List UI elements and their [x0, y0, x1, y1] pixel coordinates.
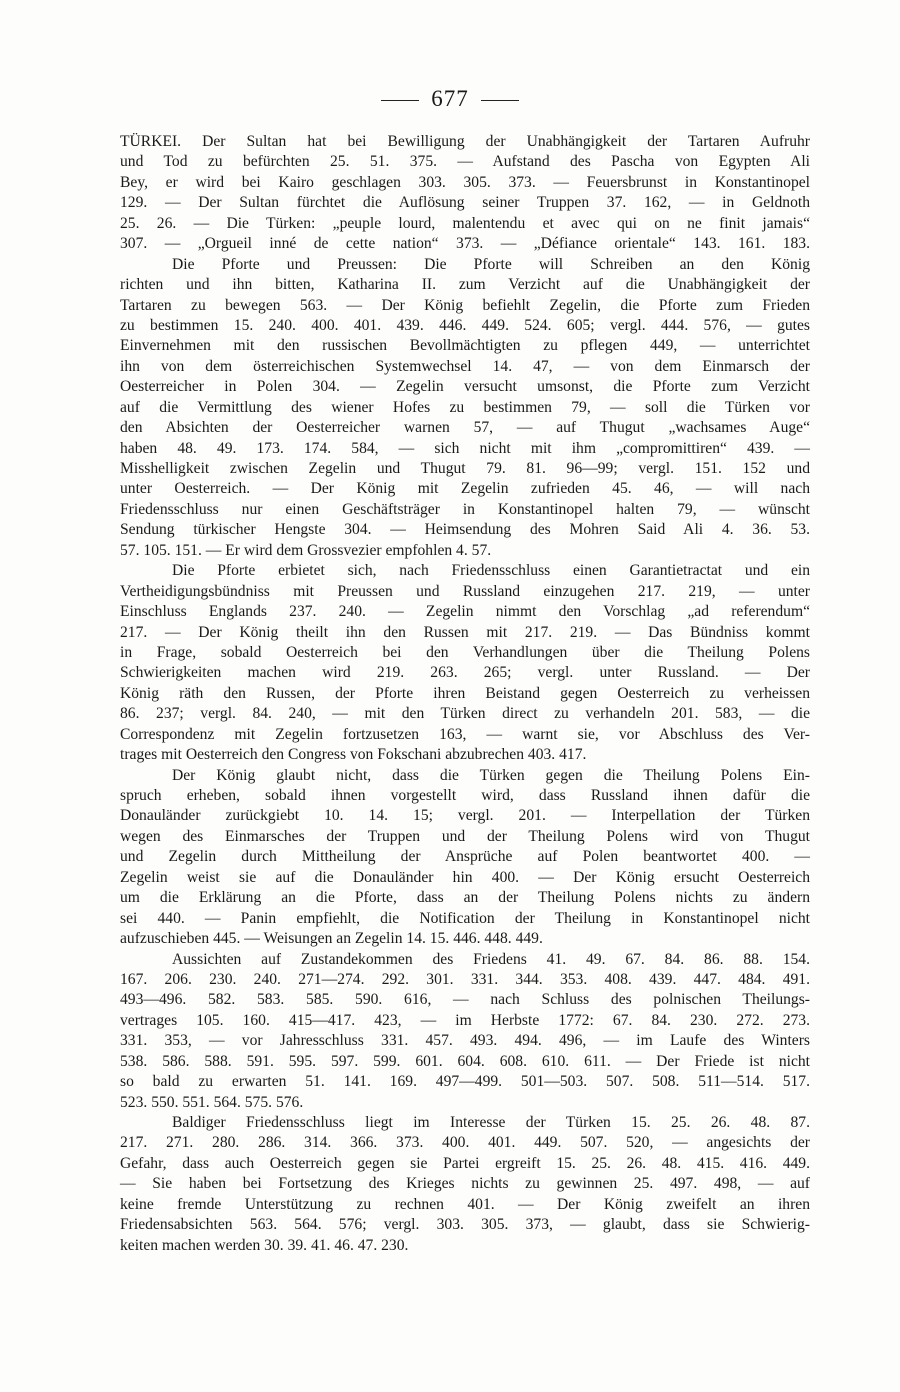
text-line: auf die Vermittlung des wiener Hofes zu bestimmen 79, — soll die Türken vor [120, 398, 810, 416]
text-line: Der König glaubt nicht, dass die Türken gegen die Theilung Polens Ein- [172, 766, 810, 784]
text-line: 523. 550. 551. 564. 575. 576. [120, 1093, 304, 1111]
text-line: Die Pforte und Preussen: Die Pforte will Schreiben an den König [172, 255, 810, 273]
text-line: spruch erheben, sobald ihnen vorgestellt wird, dass Russland ihnen dafür die [120, 787, 810, 804]
text-line: 129. — Der Sultan fürchtet die Auflösung seiner Truppen 37. 162, — in Geldnoth [120, 194, 810, 212]
text-line: sei 440. — Panin empfiehlt, die Notification der Theilung in Konstantinopel nicht [120, 909, 810, 927]
text-line: Sendung türkischer Hengste 304. — Heimsendung des Mohren Said Ali 4. 36. 53. [120, 521, 810, 539]
text-line: Friedensschluss nur einen Geschäftsträger in Konstantinopel halten 79, — wünscht [120, 500, 810, 518]
text-line: trages mit Oesterreich den Congress von Fokschani abzubrechen 403. 417. [120, 746, 587, 764]
text-line: haben 48. 49. 173. 174. 584, — sich nicht mit ihm „compromittiren“ 439. — [120, 439, 810, 457]
text-line: um die Erklärung an die Pforte, dass an der Theilung Polens nichts zu ändern [120, 889, 810, 907]
text-line: keiten machen werden 30. 39. 41. 46. 47. 230. [120, 1236, 409, 1254]
text-line: — Sie haben bei Fortsetzung des Krieges nichts zu gewinnen 25. 497. 498, — auf [120, 1175, 810, 1193]
text-line: den Absichten der Oesterreicher warnen 57, — auf Thugut „wachsames Auge“ [120, 419, 810, 437]
text-line: 25. 26. — Die Türken: „peuple lourd, malentendu et avec qui on ne finit jamais“ [120, 214, 810, 232]
page-number [0, 86, 900, 112]
text-line: Aussichten auf Zustandekommen des Friedens 41. 49. 67. 84. 86. 88. 154. [172, 950, 810, 968]
text-line: 331. 353, — vor Jahresschluss 331. 457. 493. 494. 496, — im Laufe des Winters [120, 1032, 810, 1050]
dash-right [481, 100, 519, 101]
text-line: 86. 237; vergl. 84. 240, — mit den Türken direct zu verhandeln 201. 583, — die [120, 705, 810, 723]
text-line: Oesterreicher in Polen 304. — Zegelin versucht umsonst, die Pforte zum Verzicht [120, 378, 810, 396]
text-line: Vertheidigungsbündniss mit Preussen und Russland einzugehen 217. 219, — unter [120, 582, 810, 600]
text-line: und Zegelin durch Mittheilung der Ansprüche auf Polen beantwortet 400. — [120, 848, 810, 866]
text-line: Zegelin weist sie auf die Donauländer hin 400. — Der König ersucht Oesterreich [120, 868, 810, 886]
text-line: keine fremde Unterstützung zu rechnen 401. — Der König zweifelt an ihren [120, 1195, 810, 1213]
text-line: 167. 206. 230. 240. 271—274. 292. 301. 331. 344. 353. 408. 439. 447. 484. 491. [120, 970, 810, 988]
text-line: 307. — „Orgueil inné de cette nation“ 373. — „Défiance orientale“ 143. 161. 183. [120, 235, 810, 253]
text-line: Gefahr, dass auch Oesterreich gegen sie Partei ergreift 15. 25. 26. 48. 415. 416. 449. [120, 1154, 810, 1172]
text-line: wegen des Einmarsches der Truppen und der Theilung Polens wird von Thugut [120, 827, 810, 845]
text-line: 57. 105. 151. — Er wird dem Grossvezier empfohlen 4. 57. [120, 541, 492, 559]
dash-left [381, 100, 419, 101]
text-line: Donauländer zurückgiebt 10. 14. 15; vergl. 201. — Interpellation der Türken [120, 807, 810, 825]
text-line: König räth den Russen, der Pforte ihren Beistand gegen Oesterreich zu verheissen [120, 684, 810, 702]
text-line: TÜRKEI. Der Sultan hat bei Bewilligung der Unabhängigkeit der Tartaren Aufruhr [120, 133, 810, 150]
text-line: Friedensabsichten 563. 564. 576; vergl. 303. 305. 373, — glaubt, dass sie Schwierig- [120, 1216, 810, 1234]
text-line: in Frage, sobald Oesterreich bei den Verhandlungen über die Theilung Polens [120, 643, 810, 661]
text-line: 538. 586. 588. 591. 595. 597. 599. 601. 604. 608. 610. 611. — Der Friede ist nicht [120, 1052, 810, 1070]
text-line: Einschluss Englands 237. 240. — Zegelin nimmt den Vorschlag „ad referendum“ [120, 603, 810, 621]
text-line: aufzuschieben 445. — Weisungen an Zegelin 14. 15. 446. 448. 449. [120, 930, 543, 948]
text-line: richten und ihn bitten, Katharina II. zum Verzicht auf die Unabhängigkeit der [120, 276, 810, 294]
text-line: und Tod zu befürchten 25. 51. 375. — Aufstand des Pascha von Egypten Ali [120, 153, 810, 171]
text-line: zu bestimmen 15. 240. 400. 401. 439. 446. 449. 524. 605; vergl. 444. 576, — gutes [120, 316, 810, 334]
index-text [120, 132, 810, 1256]
text-line: so bald zu erwarten 51. 141. 169. 497—499. 501—503. 507. 508. 511—514. 517. [120, 1073, 810, 1091]
text-line: Bey, er wird bei Kairo geschlagen 303. 305. 373. — Feuersbrunst in Konstantinopel [120, 173, 810, 191]
text-line: 493—496. 582. 583. 585. 590. 616, — nach Schluss des polnischen Theilungs- [120, 991, 810, 1009]
text-line: Schwierigkeiten machen wird 219. 263. 265; vergl. unter Russland. — Der [120, 664, 810, 682]
text-line: Einvernehmen mit den russischen Bevollmächtigten zu pflegen 449, — unterrichtet [120, 337, 810, 355]
text-line: 217. 271. 280. 286. 314. 366. 373. 400. 401. 449. 507. 520, — angesichts der [120, 1134, 810, 1152]
text-line: unter Oesterreich. — Der König mit Zegelin zufrieden 45. 46, — will nach [120, 480, 810, 498]
text-line: Die Pforte erbietet sich, nach Friedensschluss einen Garantietractat und ein [172, 562, 810, 580]
text-line: vertrages 105. 160. 415—417. 423, — im Herbste 1772: 67. 84. 230. 272. 273. [120, 1011, 810, 1029]
text-line: Correspondenz mit Zegelin fortzusetzen 163, — warnt sie, vor Abschluss des Ver- [120, 725, 810, 743]
page-number-text: 677 [431, 86, 469, 111]
text-line: Misshelligkeit zwischen Zegelin und Thugut 79. 81. 96—99; vergl. 151. 152 und [120, 460, 810, 477]
text-line: Tartaren zu bewegen 563. — Der König befiehlt Zegelin, die Pforte zum Frieden [120, 296, 810, 314]
text-line: Baldiger Friedensschluss liegt im Interesse der Türken 15. 25. 26. 48. 87. [172, 1114, 810, 1131]
text-line: ihn von dem österreichischen Systemwechsel 14. 47, — von dem Einmarsch der [120, 357, 810, 375]
text-line: 217. — Der König theilt ihn den Russen mit 217. 219. — Das Bündniss kommt [120, 623, 810, 641]
